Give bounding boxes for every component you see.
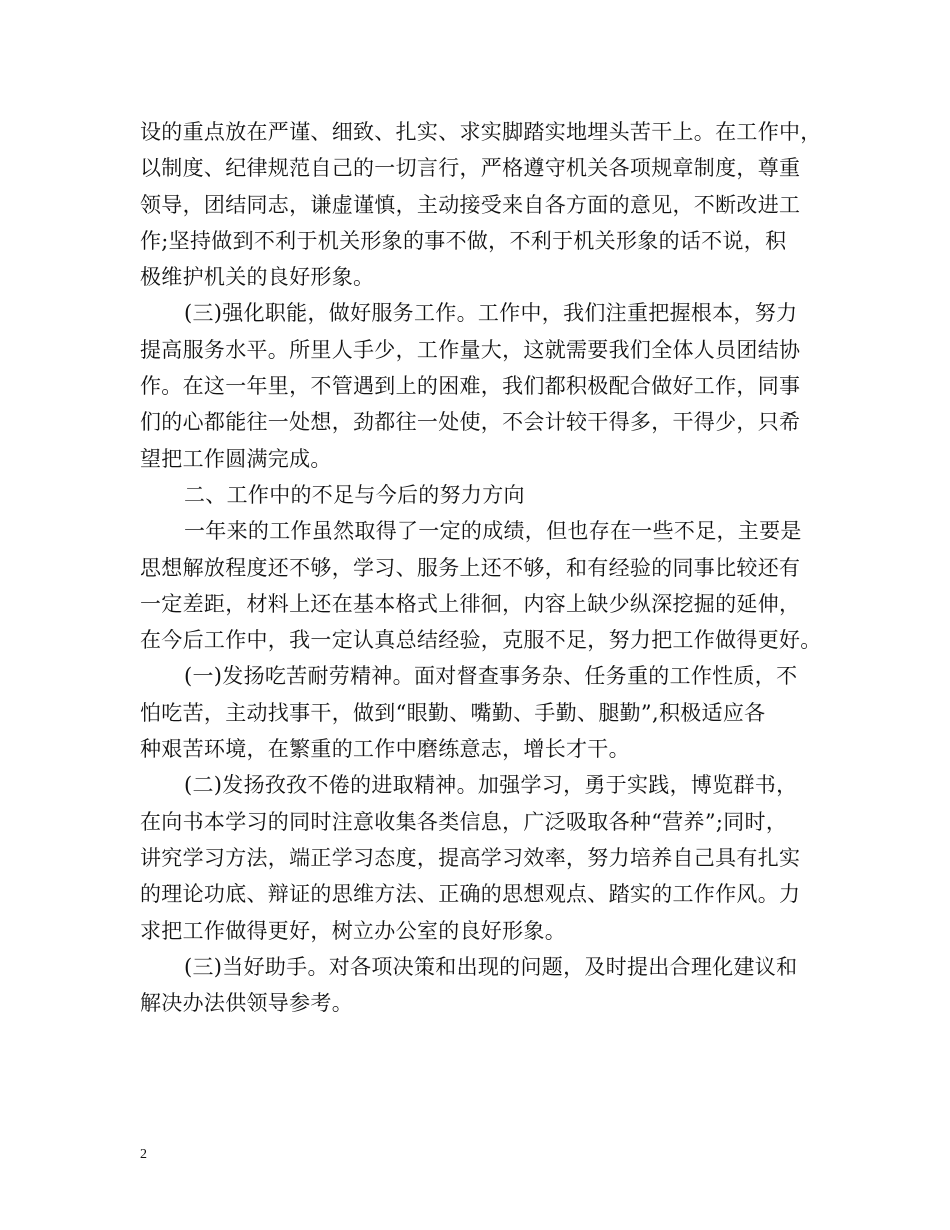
text-line: (二)发扬孜孜不倦的进取精神。加强学习，勇于实践，博览群书， <box>184 773 798 798</box>
text-line: 一定差距，材料上还在基本格式上徘徊，内容上缺少纵深挖掘的延伸， <box>140 591 801 616</box>
page-number: 2 <box>140 1147 147 1162</box>
text-line: 以制度、纪律规范自己的一切言行，严格遵守机关各项规章制度，尊重 <box>140 156 801 181</box>
text-line: 的理论功底、辩证的思维方法、正确的思想观点、踏实的工作作风。力 <box>140 882 801 907</box>
text-line: 二、工作中的不足与今后的努力方向 <box>184 482 525 507</box>
text-line: 设的重点放在严谨、细致、扎实、求实脚踏实地埋头苦干上。在工作中， <box>140 120 822 144</box>
text-line: 望把工作圆满完成。 <box>140 446 332 471</box>
text-line: (三)强化职能，做好服务工作。工作中，我们注重把握根本，努力 <box>184 301 798 326</box>
text-line: 种艰苦环境，在繁重的工作中磨练意志，增长才干。 <box>140 737 630 762</box>
text-line: (三)当好助手。对各项决策和出现的问题，及时提出合理化建议和 <box>184 954 798 979</box>
text-line: 一年来的工作虽然取得了一定的成绩，但也存在一些不足，主要是 <box>184 519 802 544</box>
text-line: 提高服务水平。所里人手少，工作量大，这就需要我们全体人员团结协 <box>140 337 801 362</box>
text-line: 求把工作做得更好，树立办公室的良好形象。 <box>140 918 566 943</box>
text-line: 思想解放程度还不够，学习、服务上还不够，和有经验的同事比较还有 <box>140 555 801 580</box>
text-line: 在向书本学习的同时注意收集各类信息，广泛吸取各种“营养”;同时， <box>140 809 788 834</box>
text-line: 解决办法供领导参考。 <box>140 991 353 1016</box>
body-text <box>140 114 840 1021</box>
text-line: 怕吃苦，主动找事干，做到“眼勤、嘴勤、手勤、腿勤”,积极适应各 <box>140 700 766 725</box>
text-line: 们的心都能往一处想，劲都往一处使，不会计较干得多，干得少，只希 <box>140 410 801 435</box>
text-line: (一)发扬吃苦耐劳精神。面对督查事务杂、任务重的工作性质，不 <box>184 664 798 689</box>
text-line: 在今后工作中，我一定认真总结经验，克服不足，努力把工作做得更好。 <box>140 628 822 653</box>
text-line: 极维护机关的良好形象。 <box>140 265 375 290</box>
text-line: 领导，团结同志，谦虚谨慎，主动接受来自各方面的意见，不断改进工 <box>140 192 801 217</box>
text-line: 讲究学习方法，端正学习态度，提高学习效率，努力培养自己具有扎实 <box>140 845 801 870</box>
text-line: 作。在这一年里，不管遇到上的困难，我们都积极配合做好工作，同事 <box>140 374 801 399</box>
text-line: 作;坚持做到不利于机关形象的事不做，不利于机关形象的话不说，积 <box>140 228 787 253</box>
